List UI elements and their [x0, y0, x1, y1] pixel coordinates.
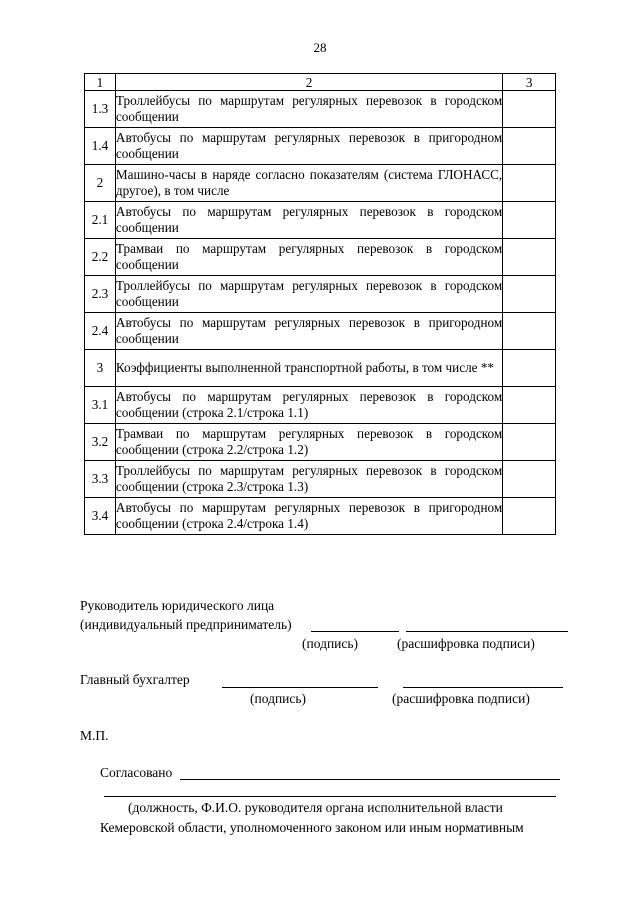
row-value-cell[interactable]	[503, 387, 556, 424]
row-number: 2.3	[85, 276, 116, 313]
header-col-2: 2	[115, 74, 502, 91]
accountant-signature-line[interactable]	[222, 687, 378, 688]
row-value-cell[interactable]	[503, 424, 556, 461]
table-row	[85, 202, 556, 239]
row-number: 2.2	[85, 239, 116, 276]
agreed-caption-line2: Кемеровской области, уполномоченного законом или иным нормативным	[100, 820, 524, 835]
header-col-1: 1	[85, 74, 116, 91]
row-number: 3.2	[85, 424, 116, 461]
row-number: 1.4	[85, 128, 116, 165]
row-value-cell[interactable]	[503, 128, 556, 165]
accountant-decode-line[interactable]	[403, 687, 563, 688]
row-description: Автобусы по маршрутам регулярных перевозок в пригородном сообщении (строка 2.4/строка 1.4)	[115, 498, 502, 535]
row-number: 3.1	[85, 387, 116, 424]
report-table	[84, 73, 556, 535]
row-description: Трамваи по маршрутам регулярных перевозок в городском сообщении	[115, 239, 502, 276]
agreed-caption-line1: (должность, Ф.И.О. руководителя органа исполнительной власти	[128, 800, 503, 815]
header-col-3: 3	[503, 74, 556, 91]
table-row	[85, 239, 556, 276]
stamp-place-label: М.П.	[80, 728, 109, 743]
accountant-title: Главный бухгалтер	[80, 672, 190, 687]
row-number: 2.1	[85, 202, 116, 239]
agreed-line[interactable]	[180, 779, 560, 780]
head-sign-caption: (подпись)	[302, 636, 359, 651]
row-number: 1.3	[85, 91, 116, 128]
head-title-line2: (индивидуальный предприниматель)	[80, 617, 292, 632]
row-description: Автобусы по маршрутам регулярных перевозок в пригородном сообщении	[115, 128, 502, 165]
table-row	[85, 461, 556, 498]
row-value-cell[interactable]	[503, 239, 556, 276]
accountant-sign-caption: (подпись)	[250, 691, 307, 706]
row-description: Трамваи по маршрутам регулярных перевозок в городском сообщении (строка 2.2/строка 1.2)	[115, 424, 502, 461]
table-row	[85, 424, 556, 461]
row-description: Коэффициенты выполненной транспортной работы, в том числе **	[115, 350, 502, 387]
row-value-cell[interactable]	[503, 498, 556, 535]
row-value-cell[interactable]	[503, 202, 556, 239]
table-row	[85, 387, 556, 424]
agreed-label: Согласовано	[100, 765, 173, 780]
row-number: 3.4	[85, 498, 116, 535]
row-value-cell[interactable]	[503, 91, 556, 128]
row-value-cell[interactable]	[503, 350, 556, 387]
row-number: 3.3	[85, 461, 116, 498]
row-description: Автобусы по маршрутам регулярных перевозок в городском сообщении	[115, 202, 502, 239]
row-description: Троллейбусы по маршрутам регулярных перевозок в городском сообщении (строка 2.3/строка 1.3)	[115, 461, 502, 498]
table-row	[85, 498, 556, 535]
head-decode-line[interactable]	[406, 631, 568, 632]
row-description: Машино-часы в наряде согласно показателям (система ГЛОНАСС, другое), в том числе	[115, 165, 502, 202]
table-header-row	[85, 74, 556, 91]
row-number: 2	[85, 165, 116, 202]
row-value-cell[interactable]	[503, 276, 556, 313]
row-number: 3	[85, 350, 116, 387]
row-number: 2.4	[85, 313, 116, 350]
row-description: Автобусы по маршрутам регулярных перевозок в пригородном сообщении	[115, 313, 502, 350]
table-row	[85, 128, 556, 165]
row-description: Автобусы по маршрутам регулярных перевозок в городском сообщении (строка 2.1/строка 1.1)	[115, 387, 502, 424]
table-row	[85, 313, 556, 350]
accountant-decode-caption: (расшифровка подписи)	[392, 691, 530, 706]
table-row	[85, 350, 556, 387]
head-decode-caption: (расшифровка подписи)	[397, 636, 535, 651]
row-value-cell[interactable]	[503, 165, 556, 202]
row-value-cell[interactable]	[503, 461, 556, 498]
agreed-position-line[interactable]	[104, 796, 556, 797]
head-signature-line[interactable]	[311, 631, 399, 632]
head-title-line1: Руководитель юридического лица	[80, 598, 275, 613]
table-row	[85, 165, 556, 202]
report-table-body	[85, 74, 556, 535]
page-number: 28	[313, 40, 327, 55]
table-row	[85, 91, 556, 128]
row-value-cell[interactable]	[503, 313, 556, 350]
table-row	[85, 276, 556, 313]
row-description: Троллейбусы по маршрутам регулярных перевозок в городском сообщении	[115, 91, 502, 128]
row-description: Троллейбусы по маршрутам регулярных перевозок в городском сообщении	[115, 276, 502, 313]
